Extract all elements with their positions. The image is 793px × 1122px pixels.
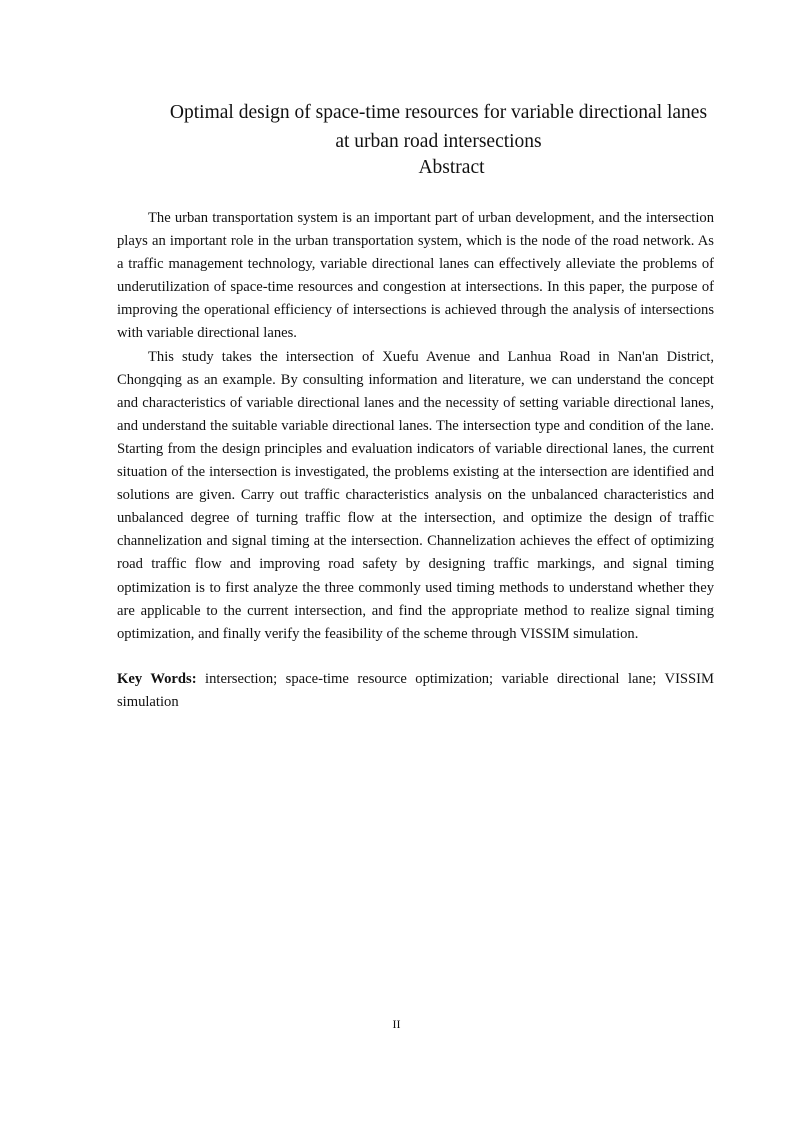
keywords-label: Key Words: [117,670,197,687]
abstract-heading: Abstract [418,157,485,178]
abstract-body [117,207,714,714]
document-title-line-2: at urban road intersections [335,131,542,152]
page-number: II [392,1017,401,1031]
keywords-text: intersection; space-time resource optimization; variable directional lane; VISSIM simulation [117,670,714,710]
abstract-paragraph-2: This study takes the intersection of Xuefu Avenue and Lanhua Road in Nan'an District, Chongqing as an example. By consulting information and literature, we can understand the concept and characteristics of variable directional lanes and the necessity of setting variable directional lanes, and understand the suitable variable directional lanes. The intersection type and condition of the lane. Starting from the design principles and evaluation indicators of variable directional lanes, the current situation of the intersection is investigated, the problems existing at the intersection are identified and solutions are given. Carry out traffic characteristics analysis on the unbalanced characteristics and unbalanced degree of turning traffic flow at the intersection, and optimize the design of traffic channelization and signal timing at the intersection. Channelization achieves the effect of optimizing road traffic flow and improving road safety by designing traffic markings, and signal timing optimization is to first analyze the three commonly used timing methods to understand whether they are applicable to the current intersection, and find the appropriate method to realize signal timing optimization, and finally verify the feasibility of the scheme through VISSIM simulation. [117,348,714,642]
abstract-paragraph-1: The urban transportation system is an important part of urban development, and the intersection plays an important role in the urban transportation system, which is the node of the road network. As a traffic management technology, variable directional lanes can effectively alleviate the problems of underutilization of space-time resources and congestion at intersections. In this paper, the purpose of improving the operational efficiency of intersections is achieved through the analysis of intersections with variable directional lanes. [117,210,714,342]
keywords-line [117,668,714,714]
title-block [117,98,714,180]
document-title-line-1: Optimal design of space-time resources for variable directional lanes [169,102,708,123]
